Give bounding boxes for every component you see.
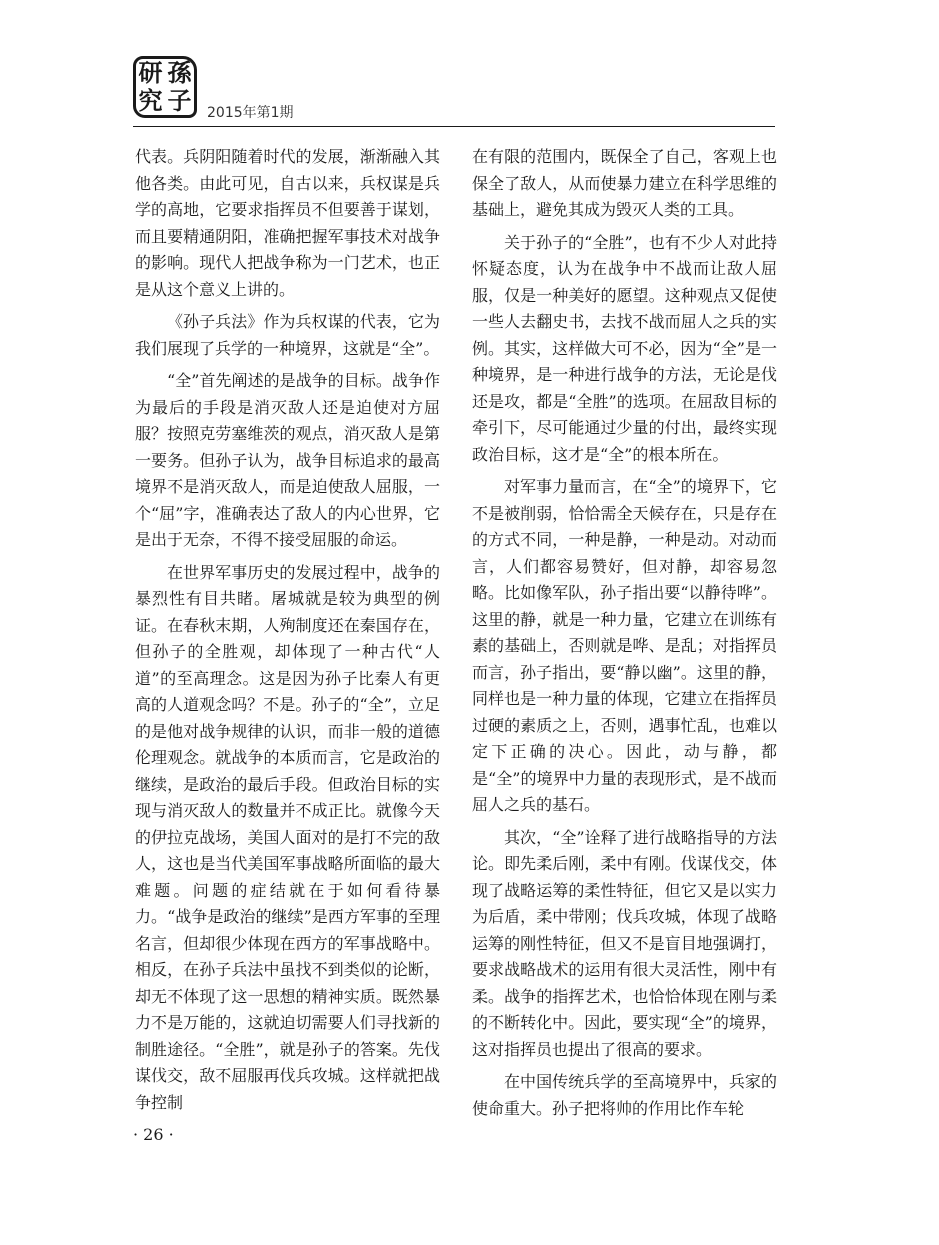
right-column xyxy=(472,144,777,1128)
header-rule xyxy=(133,126,775,127)
paragraph: 关于孙子的“全胜”，也有不少人对此持怀疑态度，认为在战争中不战而让敌人屈服，仅是一种美好的愿望。这种观点又促使一些人去翻史书，去找不战而屈人之兵的实例。其实，这样做大可不必，因为“全”是一种境界，是一种进行战争的方法，无论是伐还是攻，都是“全胜”的选项。在屈敌目标的牵引下，尽可能通过少量的付出，最终实现政治目标，这才是“全”的根本所在。 xyxy=(472,232,777,464)
paragraph: “全”首先阐述的是战争的目标。战争作为最后的手段是消灭敌人还是迫使对方屈服？按照克劳塞维茨的观点，消灭敌人是第一要务。但孙子认为，战争目标追求的最高境界不是消灭敌人，而是迫使敌人屈服，一个“屈”字，准确表达了敌人的内心世界，它是出于无奈，不得不接受屈服的命运。 xyxy=(135,371,440,549)
paragraph: 在世界军事历史的发展过程中，战争的暴烈性有目共睹。屠城就是较为典型的例证。在春秋末期，人殉制度还在秦国存在，但孙子的全胜观，却体现了一种古代“人道”的至高理念。这是因为孙子比秦人有更高的人道观念吗？不是。孙子的“全”，立足的是他对战争规律的认识，而非一般的道德伦理观念。就战争的本质而言，它是政治的继续，是政治的最后手段。但政治目标的实现与消灭敌人的数量并不成正比。就像今天的伊拉克战场，美国人面对的是打不完的敌人，这也是当代美国军事战略所面临的最大难题。问题的症结就在于如何看待暴力。“战争是政治的继续”是西方军事的至理名言，但却很少体现在西方的军事战略中。相反，在孙子兵法中虽找不到类似的论断，却无不体现了这一思想的精神实质。既然暴力不是万能的，这就迫切需要人们寻找新的制胜途径。“全胜”，就是孙子的答案。先伐谋伐交，敌不屈服再伐兵攻城。这样就把战争控制 xyxy=(135,562,440,1112)
paragraph: 在有限的范围内，既保全了自己，客观上也保全了敌人，从而使暴力建立在科学思维的基础上，避免其成为毁灭人类的工具。 xyxy=(472,147,777,219)
paragraph: 《孙子兵法》作为兵权谋的代表，它为我们展现了兵学的一种境界，这就是“全”。 xyxy=(135,312,440,358)
paragraph: 在中国传统兵学的至高境界中，兵家的使命重大。孙子把将帅的作用比作车轮 xyxy=(472,1072,777,1118)
logo-char: 孫 xyxy=(167,58,192,87)
logo-char: 子 xyxy=(167,86,192,115)
paragraph: 代表。兵阴阳随着时代的发展，渐渐融入其他各类。由此可见，自古以来，兵权谋是兵学的高地，它要求指挥员不但要善于谋划，而且要精通阴阳，准确把握军事技术对战争的影响。现代人把战争称为一门艺术，也正是从这个意义上讲的。 xyxy=(135,147,440,299)
issue-label: 2015年第1期 xyxy=(207,105,294,121)
logo-char: 研 xyxy=(138,58,163,87)
logo-char: 究 xyxy=(138,86,163,115)
journal-logo xyxy=(133,56,197,118)
paragraph: 其次，“全”诠释了进行战略指导的方法论。即先柔后刚，柔中有刚。伐谋伐交，体现了战略运筹的柔性特征，但它又是以实力为后盾，柔中带刚；伐兵攻城，体现了战略运筹的刚性特征，但又不是盲目地强调打，要求战略战术的运用有很大灵活性，刚中有柔。战争的指挥艺术，也恰恰体现在刚与柔的不断转化中。因此，要实现“全”的境界，这对指挥员也提出了很高的要求。 xyxy=(472,827,777,1059)
paragraph: 对军事力量而言，在“全”的境界下，它不是被削弱，恰恰需全天候存在，只是存在的方式不同，一种是静，一种是动。对动而言，人们都容易赞好，但对静，却容易忽略。比如像军队，孙子指出要“以静待哗”。这里的静，就是一种力量，它建立在训练有素的基础上，否则就是哗、是乱；对指挥员而言，孙子指出，要“静以幽”。这里的静，同样也是一种力量的体现，它建立在指挥员过硬的素质之上，否则，遇事忙乱，也难以定下正确的决心。因此，动与静，都是“全”的境界中力量的表现形式，是不战而屈人之兵的基石。 xyxy=(472,477,777,814)
left-column xyxy=(135,144,440,1122)
page-number: · 26 · xyxy=(133,1125,174,1144)
